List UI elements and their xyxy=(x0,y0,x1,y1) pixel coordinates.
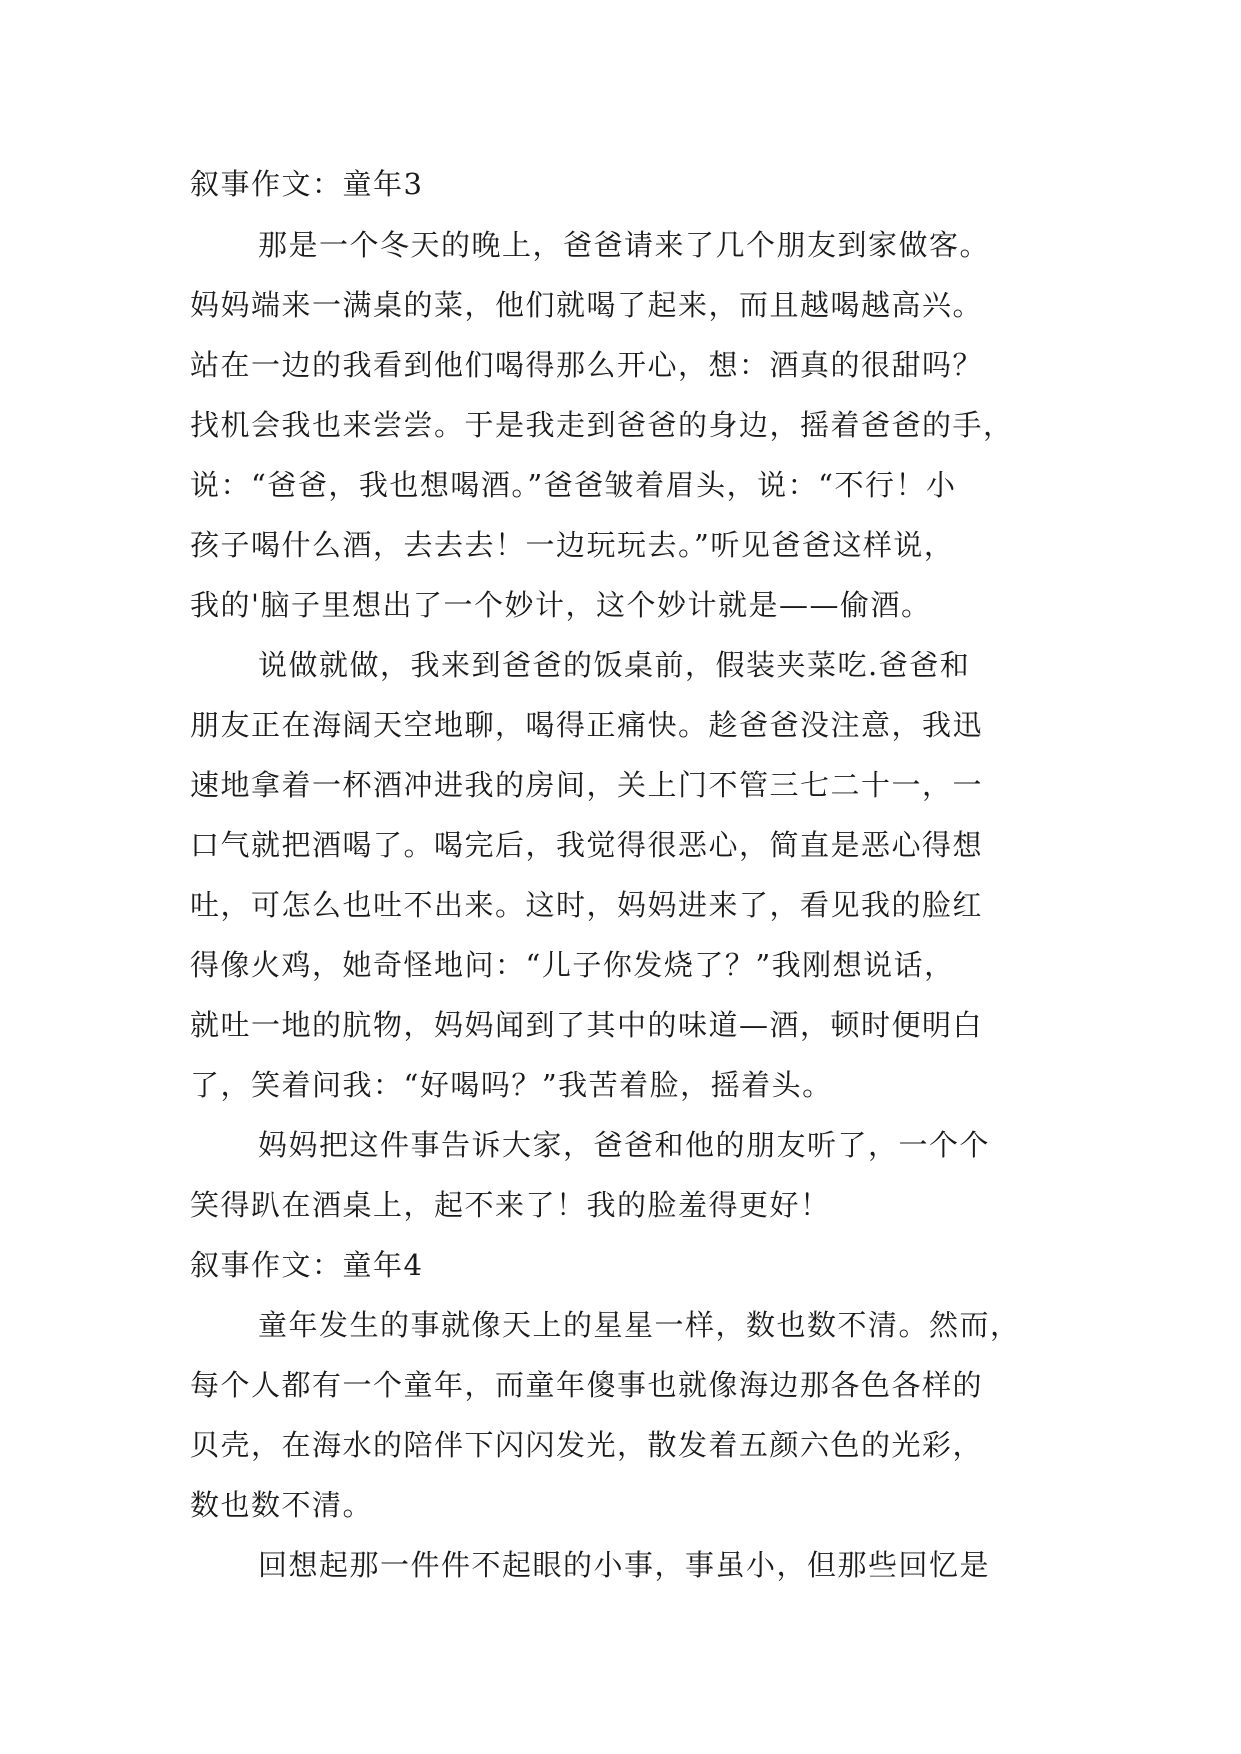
paragraph-line: 吐，可怎么也吐不出来。这时，妈妈进来了，看见我的脸红 xyxy=(190,888,984,922)
paragraph-line: 妈妈端来一满桌的菜，他们就喝了起来，而且越喝越高兴。 xyxy=(190,288,984,322)
paragraph-line: 口气就把酒喝了。喝完后，我觉得很恶心，简直是恶心得想 xyxy=(190,828,984,862)
paragraph-line: 说做就做，我来到爸爸的饭桌前，假装夹菜吃.爸爸和 xyxy=(258,648,971,682)
paragraph-line: 回想起那一件件不起眼的小事，事虽小，但那些回忆是 xyxy=(258,1548,991,1582)
paragraph-line: 笑得趴在酒桌上，起不来了！我的脸羞得更好！ xyxy=(190,1188,831,1222)
essay-title: 叙事作文：童年4 xyxy=(190,1248,424,1282)
paragraph-line: 站在一边的我看到他们喝得那么开心，想：酒真的很甜吗？ xyxy=(190,348,984,382)
paragraph-line: 就吐一地的肮物，妈妈闻到了其中的味道—酒，顿时便明白 xyxy=(190,1008,984,1042)
paragraph-line: 朋友正在海阔天空地聊，喝得正痛快。趁爸爸没注意，我迅 xyxy=(190,708,984,742)
paragraph-line: 童年发生的事就像天上的星星一样，数也数不清。然而， xyxy=(258,1308,1021,1342)
paragraph-line: 速地拿着一杯酒冲进我的房间，关上门不管三七二十一，一 xyxy=(190,768,984,802)
paragraph-line: 得像火鸡，她奇怪地问：“儿子你发烧了？”我刚想说话， xyxy=(190,948,955,982)
paragraph-line: 孩子喝什么酒，去去去！一边玩玩去。”听见爸爸这样说， xyxy=(190,528,955,562)
essay-title: 叙事作文：童年3 xyxy=(190,167,424,201)
paragraph-line: 贝壳，在海水的陪伴下闪闪发光，散发着五颜六色的光彩， xyxy=(190,1428,984,1462)
paragraph-line: 那是一个冬天的晚上，爸爸请来了几个朋友到家做客。 xyxy=(258,228,991,262)
paragraph-line: 我的'脑子里想出了一个妙计，这个妙计就是——偷酒。 xyxy=(190,588,932,622)
paragraph-line: 数也数不清。 xyxy=(190,1488,374,1522)
paragraph-line: 找机会我也来尝尝。于是我走到爸爸的身边，摇着爸爸的手， xyxy=(190,408,1014,442)
paragraph-line: 每个人都有一个童年，而童年傻事也就像海边那各色各样的 xyxy=(190,1368,984,1402)
paragraph-line: 了，笑着问我：“好喝吗？”我苦着脸，摇着头。 xyxy=(190,1068,833,1102)
paragraph-line: 妈妈把这件事告诉大家，爸爸和他的朋友听了，一个个 xyxy=(258,1128,991,1162)
paragraph-line: 说：“爸爸，我也想喝酒。”爸爸皱着眉头，说：“不行！小 xyxy=(190,468,957,502)
